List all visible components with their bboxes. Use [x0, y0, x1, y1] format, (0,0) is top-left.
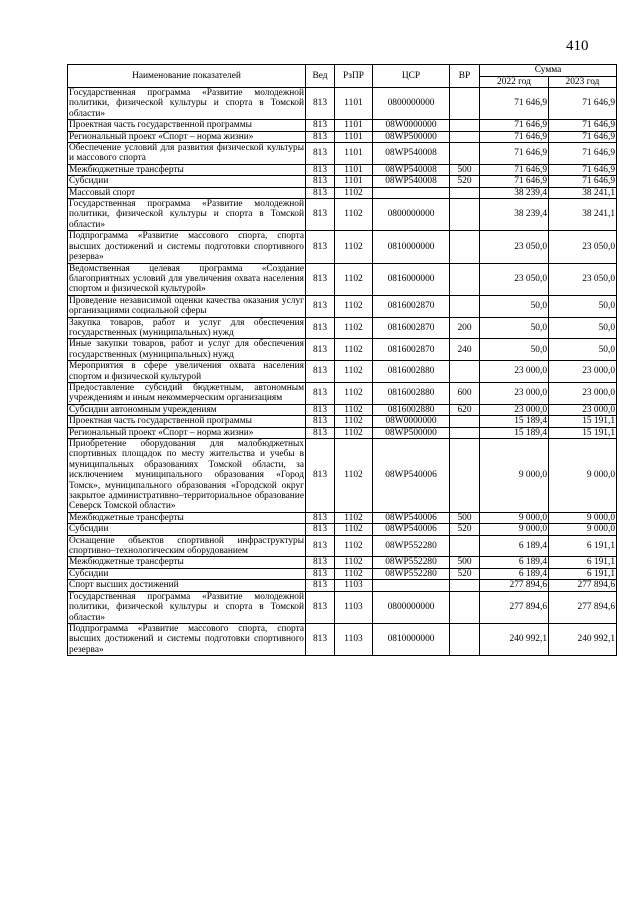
row-vr-cell [450, 143, 480, 165]
row-sum-2023-cell: 50,0 [549, 317, 617, 339]
row-sum-2023-cell: 38 241,1 [549, 199, 617, 231]
row-name-cell: Межбюджетные трансферты [68, 512, 306, 523]
row-vr-cell: 520 [450, 568, 480, 579]
row-csr-cell [373, 187, 450, 198]
row-sum-2023-cell: 6 191,1 [549, 535, 617, 557]
row-csr-cell: 0816002880 [373, 404, 450, 415]
row-csr-cell: 08WP540008 [373, 176, 450, 187]
table-row [68, 143, 617, 165]
row-sum-2022-cell: 9 000,0 [480, 439, 549, 513]
row-ved-cell: 813 [306, 231, 335, 263]
row-sum-2022-cell: 15 189,4 [480, 416, 549, 427]
row-ved-cell: 813 [306, 339, 335, 361]
table-row [68, 568, 617, 579]
row-csr-cell: 08WP540008 [373, 164, 450, 175]
row-vr-cell [450, 187, 480, 198]
table-row [68, 231, 617, 263]
table-row [68, 404, 617, 415]
row-vr-cell [450, 535, 480, 557]
table-row [68, 131, 617, 142]
row-vr-cell: 200 [450, 317, 480, 339]
row-csr-cell: 08WP500000 [373, 131, 450, 142]
row-ved-cell: 813 [306, 382, 335, 404]
table-row [68, 427, 617, 438]
row-rzpr-cell: 1102 [335, 568, 373, 579]
row-sum-2023-cell: 50,0 [549, 339, 617, 361]
row-name-cell: Проектная часть государственной программы [68, 120, 306, 131]
table-row [68, 416, 617, 427]
table-header [68, 65, 617, 88]
row-sum-2022-cell: 71 646,9 [480, 143, 549, 165]
row-vr-cell [450, 263, 480, 295]
table-row [68, 339, 617, 361]
row-sum-2022-cell: 9 000,0 [480, 524, 549, 535]
row-vr-cell [450, 580, 480, 591]
table-row [68, 164, 617, 175]
row-sum-2023-cell: 50,0 [549, 295, 617, 317]
row-csr-cell: 0800000000 [373, 88, 450, 120]
row-vr-cell [450, 361, 480, 383]
row-sum-2023-cell: 71 646,9 [549, 164, 617, 175]
table-row [68, 295, 617, 317]
row-name-cell: Спорт высших достижений [68, 580, 306, 591]
row-csr-cell: 0816000000 [373, 263, 450, 295]
row-rzpr-cell: 1102 [335, 427, 373, 438]
row-vr-cell [450, 131, 480, 142]
row-sum-2022-cell: 38 239,4 [480, 187, 549, 198]
row-rzpr-cell: 1102 [335, 199, 373, 231]
budget-table [67, 64, 617, 656]
row-sum-2022-cell: 9 000,0 [480, 512, 549, 523]
row-ved-cell: 813 [306, 143, 335, 165]
row-rzpr-cell: 1102 [335, 361, 373, 383]
row-name-cell: Закупка товаров, работ и услуг для обеспечения государственных (муниципальных) нужд [69, 317, 304, 338]
row-sum-2023-cell: 23 000,0 [549, 404, 617, 415]
row-rzpr-cell: 1101 [335, 176, 373, 187]
row-sum-2022-cell: 23 000,0 [480, 382, 549, 404]
row-ved-cell: 813 [306, 187, 335, 198]
table-row [68, 382, 617, 404]
row-vr-cell [450, 591, 480, 623]
table-row [68, 580, 617, 591]
row-sum-2023-cell: 15 191,1 [549, 416, 617, 427]
row-rzpr-cell: 1102 [335, 295, 373, 317]
row-ved-cell: 813 [306, 131, 335, 142]
row-ved-cell: 813 [306, 623, 335, 655]
row-name-cell: Ведомственная целевая программа «Создание благоприятных условий для увеличения охвата населения спортом и физической культурой» [69, 263, 304, 295]
row-name-cell: Массовый спорт [68, 187, 306, 198]
header-sum: Сумма [480, 65, 617, 77]
row-csr-cell: 0800000000 [373, 591, 450, 623]
row-csr-cell: 0816002870 [373, 339, 450, 361]
row-sum-2022-cell: 71 646,9 [480, 176, 549, 187]
row-rzpr-cell: 1102 [335, 404, 373, 415]
row-sum-2022-cell: 23 000,0 [480, 404, 549, 415]
row-sum-2023-cell: 240 992,1 [549, 623, 617, 655]
row-sum-2022-cell: 71 646,9 [480, 120, 549, 131]
row-rzpr-cell: 1102 [335, 187, 373, 198]
row-sum-2022-cell: 6 189,4 [480, 557, 549, 568]
row-name-cell: Межбюджетные трансферты [68, 164, 306, 175]
row-sum-2022-cell: 6 189,4 [480, 568, 549, 579]
table-row [68, 199, 617, 231]
row-sum-2022-cell: 23 000,0 [480, 361, 549, 383]
row-sum-2022-cell: 71 646,9 [480, 88, 549, 120]
row-rzpr-cell: 1102 [335, 439, 373, 513]
row-vr-cell: 520 [450, 176, 480, 187]
row-vr-cell [450, 88, 480, 120]
row-ved-cell: 813 [306, 164, 335, 175]
row-sum-2023-cell: 9 000,0 [549, 512, 617, 523]
row-sum-2022-cell: 71 646,9 [480, 131, 549, 142]
row-vr-cell: 240 [450, 339, 480, 361]
row-sum-2022-cell: 50,0 [480, 317, 549, 339]
header-rzpr: РзПР [335, 65, 373, 88]
row-rzpr-cell: 1101 [335, 88, 373, 120]
row-csr-cell: 08WP552280 [373, 535, 450, 557]
row-sum-2023-cell: 6 191,1 [549, 568, 617, 579]
row-sum-2022-cell: 23 050,0 [480, 231, 549, 263]
row-ved-cell: 813 [306, 416, 335, 427]
table-body [68, 88, 617, 656]
row-rzpr-cell: 1101 [335, 131, 373, 142]
row-ved-cell: 813 [306, 88, 335, 120]
row-sum-2023-cell: 71 646,9 [549, 143, 617, 165]
table-row [68, 187, 617, 198]
row-sum-2022-cell: 38 239,4 [480, 199, 549, 231]
row-vr-cell [450, 416, 480, 427]
row-sum-2023-cell: 23 000,0 [549, 382, 617, 404]
row-vr-cell [450, 427, 480, 438]
row-sum-2023-cell: 6 191,1 [549, 557, 617, 568]
row-ved-cell: 813 [306, 317, 335, 339]
row-sum-2022-cell: 23 050,0 [480, 263, 549, 295]
row-sum-2023-cell: 23 050,0 [549, 263, 617, 295]
row-sum-2023-cell: 15 191,1 [549, 427, 617, 438]
row-rzpr-cell: 1102 [335, 535, 373, 557]
row-sum-2022-cell: 6 189,4 [480, 535, 549, 557]
row-csr-cell: 08WP540006 [373, 524, 450, 535]
row-name-cell: Обеспечение условий для развития физической культуры и массового спорта [69, 143, 304, 164]
table-row [68, 439, 617, 513]
row-rzpr-cell: 1101 [335, 143, 373, 165]
row-sum-2022-cell: 15 189,4 [480, 427, 549, 438]
row-csr-cell: 08WP552280 [373, 568, 450, 579]
row-csr-cell: 0810000000 [373, 231, 450, 263]
row-rzpr-cell: 1103 [335, 623, 373, 655]
row-name-cell: Иные закупки товаров, работ и услуг для обеспечения государственных (муниципальных) нужд [69, 339, 304, 360]
header-vr: ВР [450, 65, 480, 88]
row-csr-cell: 0800000000 [373, 199, 450, 231]
row-name-cell: Субсидии автономным учреждениям [68, 404, 306, 415]
row-ved-cell: 813 [306, 176, 335, 187]
row-csr-cell: 08W0000000 [373, 120, 450, 131]
table-row [68, 120, 617, 131]
row-rzpr-cell: 1103 [335, 591, 373, 623]
row-ved-cell: 813 [306, 427, 335, 438]
row-rzpr-cell: 1103 [335, 580, 373, 591]
row-sum-2022-cell: 71 646,9 [480, 164, 549, 175]
row-csr-cell: 08WP540006 [373, 512, 450, 523]
row-sum-2022-cell: 277 894,6 [480, 591, 549, 623]
row-name-cell: Проектная часть государственной программы [68, 416, 306, 427]
header-year-2022: 2022 год [480, 76, 549, 88]
row-csr-cell: 08WP540008 [373, 143, 450, 165]
row-name-cell: Оснащение объектов спортивной инфраструктуры спортивно–технологическим оборудованием [69, 535, 304, 557]
row-rzpr-cell: 1101 [335, 164, 373, 175]
row-vr-cell [450, 439, 480, 513]
row-sum-2023-cell: 23 050,0 [549, 231, 617, 263]
row-rzpr-cell: 1102 [335, 263, 373, 295]
row-sum-2022-cell: 50,0 [480, 295, 549, 317]
table-row [68, 591, 617, 623]
row-rzpr-cell: 1102 [335, 382, 373, 404]
row-ved-cell: 813 [306, 591, 335, 623]
row-sum-2022-cell: 277 894,6 [480, 580, 549, 591]
row-rzpr-cell: 1102 [335, 416, 373, 427]
row-rzpr-cell: 1102 [335, 524, 373, 535]
row-ved-cell: 813 [306, 404, 335, 415]
row-vr-cell: 500 [450, 512, 480, 523]
row-csr-cell: 08WP552280 [373, 557, 450, 568]
table-row [68, 535, 617, 557]
row-sum-2023-cell: 71 646,9 [549, 176, 617, 187]
row-rzpr-cell: 1102 [335, 231, 373, 263]
row-vr-cell [450, 120, 480, 131]
header-name: Наименование показателей [68, 65, 306, 88]
row-vr-cell: 500 [450, 164, 480, 175]
row-vr-cell: 600 [450, 382, 480, 404]
row-sum-2022-cell: 240 992,1 [480, 623, 549, 655]
row-csr-cell: 0816002880 [373, 382, 450, 404]
header-year-2023: 2023 год [549, 76, 617, 88]
row-name-cell: Проведение независимой оценки качества оказания услуг организациями социальной сферы [69, 295, 304, 317]
row-csr-cell: 08WP540006 [373, 439, 450, 513]
page-number: 410 [566, 38, 589, 54]
row-csr-cell: 0816002880 [373, 361, 450, 383]
row-sum-2023-cell: 38 241,1 [549, 187, 617, 198]
row-name-cell: Государственная программа «Развитие молодежной политики, физической культуры и спорта в Томской области» [69, 591, 304, 623]
row-ved-cell: 813 [306, 568, 335, 579]
table-row [68, 623, 617, 655]
row-vr-cell: 500 [450, 557, 480, 568]
row-sum-2022-cell: 50,0 [480, 339, 549, 361]
row-sum-2023-cell: 71 646,9 [549, 131, 617, 142]
row-rzpr-cell: 1101 [335, 120, 373, 131]
row-name-cell: Межбюджетные трансферты [68, 557, 306, 568]
row-name-cell: Предоставление субсидий бюджетным, автономным учреждениям и иным некоммерческим организациям [69, 382, 304, 404]
row-ved-cell: 813 [306, 439, 335, 513]
table-row [68, 176, 617, 187]
row-ved-cell: 813 [306, 295, 335, 317]
row-sum-2023-cell: 277 894,6 [549, 591, 617, 623]
row-ved-cell: 813 [306, 580, 335, 591]
header-ved: Вед [306, 65, 335, 88]
row-name-cell: Подпрограмма «Развитие массового спорта, спорта высших достижений и системы подготовки спортивного резерва» [69, 623, 304, 655]
table-row [68, 524, 617, 535]
row-vr-cell [450, 199, 480, 231]
row-rzpr-cell: 1102 [335, 339, 373, 361]
table-row [68, 361, 617, 383]
row-csr-cell: 0816002870 [373, 317, 450, 339]
row-name-cell: Региональный проект «Спорт – норма жизни» [68, 131, 306, 142]
row-name-cell: Мероприятия в сфере увеличения охвата населения спортом и физической культурой [69, 361, 304, 382]
row-csr-cell [373, 580, 450, 591]
row-vr-cell: 520 [450, 524, 480, 535]
row-ved-cell: 813 [306, 512, 335, 523]
row-vr-cell: 620 [450, 404, 480, 415]
row-rzpr-cell: 1102 [335, 512, 373, 523]
table-row [68, 88, 617, 120]
row-ved-cell: 813 [306, 263, 335, 295]
row-rzpr-cell: 1102 [335, 317, 373, 339]
row-vr-cell [450, 623, 480, 655]
row-name-cell: Подпрограмма «Развитие массового спорта, спорта высших достижений и системы подготовки спортивного резерва» [69, 231, 304, 263]
row-name-cell: Приобретение оборудования для малобюджетных спортивных площадок по месту жительства и учебы в муниципальных образованиях Томской области, за исключением муниципального образования «Город Томск», муниципального образования «Городской округ закрытое административно–территориальное образование Северск Томской области» [69, 439, 304, 512]
row-vr-cell [450, 231, 480, 263]
row-ved-cell: 813 [306, 535, 335, 557]
row-ved-cell: 813 [306, 199, 335, 231]
row-sum-2023-cell: 277 894,6 [549, 580, 617, 591]
table-row [68, 557, 617, 568]
row-sum-2023-cell: 23 000,0 [549, 361, 617, 383]
row-vr-cell [450, 295, 480, 317]
row-csr-cell: 0816002870 [373, 295, 450, 317]
row-name-cell: Государственная программа «Развитие молодежной политики, физической культуры и спорта в Томской области» [69, 88, 304, 119]
row-csr-cell: 08W0000000 [373, 416, 450, 427]
row-ved-cell: 813 [306, 524, 335, 535]
row-sum-2023-cell: 71 646,9 [549, 120, 617, 131]
row-rzpr-cell: 1102 [335, 557, 373, 568]
row-name-cell: Региональный проект «Спорт – норма жизни» [68, 427, 306, 438]
header-csr: ЦСР [373, 65, 450, 88]
table-row [68, 512, 617, 523]
row-name-cell: Государственная программа «Развитие молодежной политики, физической культуры и спорта в Томской области» [69, 199, 304, 230]
table-row [68, 317, 617, 339]
row-ved-cell: 813 [306, 557, 335, 568]
row-ved-cell: 813 [306, 361, 335, 383]
row-name-cell: Субсидии [68, 524, 306, 535]
row-csr-cell: 0810000000 [373, 623, 450, 655]
row-sum-2023-cell: 9 000,0 [549, 524, 617, 535]
row-csr-cell: 08WP500000 [373, 427, 450, 438]
row-sum-2023-cell: 9 000,0 [549, 439, 617, 513]
row-sum-2023-cell: 71 646,9 [549, 88, 617, 120]
row-name-cell: Субсидии [68, 568, 306, 579]
row-name-cell: Субсидии [68, 176, 306, 187]
table-row [68, 263, 617, 295]
row-ved-cell: 813 [306, 120, 335, 131]
